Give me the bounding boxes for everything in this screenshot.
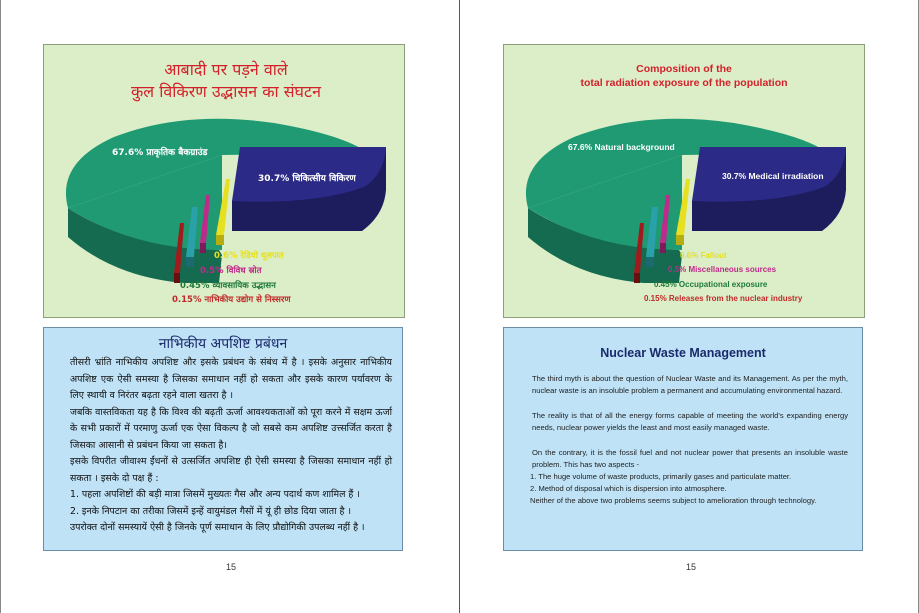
english-pie-chart — [504, 45, 864, 317]
slice-fallout-side — [216, 235, 224, 245]
english-body — [518, 373, 848, 507]
hindi-label-occupational: 0.45% व्यावसायिक उद्भासन — [180, 281, 276, 291]
hindi-chart-title-line1: आबादी पर पड़ने वाले — [164, 60, 288, 79]
hindi-paragraph-4: उपरोक्त दोनों समस्यायें ऐसी है जिनके पूर्ण समाधान के लिए प्रौद्योगिकी उपलब्ध नहीं है । — [70, 522, 365, 533]
hindi-label-misc: 0.5% विविध स्रोत — [200, 266, 262, 276]
slice-fallout-side — [676, 235, 684, 245]
english-text-panel — [503, 327, 863, 551]
slice-misc-side — [660, 243, 666, 253]
english-label-occupational: 0.45% Occupational exposure — [654, 280, 768, 289]
hindi-body — [56, 355, 392, 537]
english-chart-title-line2: total radiation exposure of the population — [580, 77, 788, 89]
right-page-number: 15 — [685, 562, 696, 572]
english-section-title: Nuclear Waste Management — [600, 346, 766, 360]
english-list-item-2: 2. Method of disposal which is dispersion into atmosphere. — [530, 484, 727, 493]
page-edge-left — [0, 0, 1, 613]
english-paragraph-4: Neither of the above two problems seems subject to amelioration through technology. — [530, 496, 817, 505]
hindi-list-item-1: 1. पहला अपशिष्टों की बड़ी मात्रा जिसमें मुख्यतः गैस और अन्य पदार्थ कण शामिल हैं । — [70, 489, 360, 500]
english-label-nuclear: 0.15% Releases from the nuclear industry — [644, 294, 803, 303]
hindi-chart-panel — [43, 44, 405, 318]
english-label-medical: 30.7% Medical irradiation — [722, 171, 824, 181]
english-chart-title-line1: Composition of the — [636, 63, 732, 75]
slice-occupational-side — [646, 257, 654, 267]
hindi-paragraph-2: जबकि वास्तविकता यह है कि विश्व की बढ़ती ऊर्जा आवश्यकताओं को पूरा करने में सक्षम ऊर्जा के सभी प्रकारों में परमाणु ऊर्जा एक ऐसा विकल्प है जो सबसे कम अपशिष्ट उत्त्सर्जित करता है जिसका आसानी से प्रबंधन किया जा सकता है। — [70, 406, 392, 451]
hindi-label-natural: 67.6% प्राकृतिक बैकग्राउंड — [112, 148, 208, 158]
slice-misc-side — [200, 243, 206, 253]
slice-occupational-side — [186, 257, 194, 267]
hindi-pie-chart — [44, 45, 404, 317]
hindi-chart-title-line2: कुल विकिरण उद्भासन का संघटन — [131, 82, 321, 101]
hindi-paragraph-3: इसके विपरीत जीवाश्म ईंधनों से उत्सर्जित अपशिष्ट ही ऐसी समस्या है जिसका समाधान नहीं हो सकता । इसके दो पक्ष हैं : — [70, 456, 392, 484]
english-list-item-1: 1. The huge volume of waste products, primarily gases and particulate matter. — [530, 472, 792, 481]
hindi-label-medical: 30.7% चिकित्सीय विकिरण — [258, 174, 356, 184]
hindi-list-item-2: 2. इनके निपटान का तरीका जिसमें इन्हें वायुमंडल गैसों में यूं ही छोड दिया जाता है । — [70, 505, 352, 517]
hindi-paragraph-1: तीसरी भ्रांति नाभिकीय अपशिष्ट और इसके प्रबंधन के संबंध में है । इसके अनुसार नाभिकीय अपशिष्ट एक ऐसी समस्या है जिसका समाधान नहीं हो सकता और इसके कारण पर्यावरण के लिए स्थायी व निरंतर बढ़ता रहने वाला खतरा है । — [70, 357, 392, 401]
english-label-fallout: 0.6% Fallout — [680, 251, 727, 260]
english-label-misc: 0.5% Miscellaneous sources — [668, 265, 777, 274]
english-chart-panel — [503, 44, 865, 318]
hindi-label-fallout: 0.6% रेडियो धूलपात — [214, 251, 284, 261]
english-paragraph-3: On the contrary, it is the fossil fuel and not nuclear power that presents an insoluble waste problem. This has two aspects - — [532, 448, 848, 469]
hindi-label-nuclear: 0.15% नाभिकीय उद्योग से निस्सरण — [172, 295, 291, 305]
left-page-number: 15 — [225, 562, 236, 572]
hindi-text-panel — [43, 327, 403, 551]
english-paragraph-2: The reality is that of all the energy forms capable of meeting the world's expanding energy needs, nuclear power yields the least and most easily managed waste. — [532, 411, 848, 432]
page-divider — [459, 0, 460, 613]
slice-nuclear-side — [634, 273, 640, 283]
english-label-natural: 67.6% Natural background — [568, 142, 675, 152]
hindi-section-title: नाभिकीय अपशिष्ट प्रबंधन — [158, 336, 288, 352]
english-paragraph-1: The third myth is about the question of Nuclear Waste and its Management. As per the myth, nuclear waste is an insoluble problem a permanent and accumulating environmental hazard. — [532, 374, 848, 395]
